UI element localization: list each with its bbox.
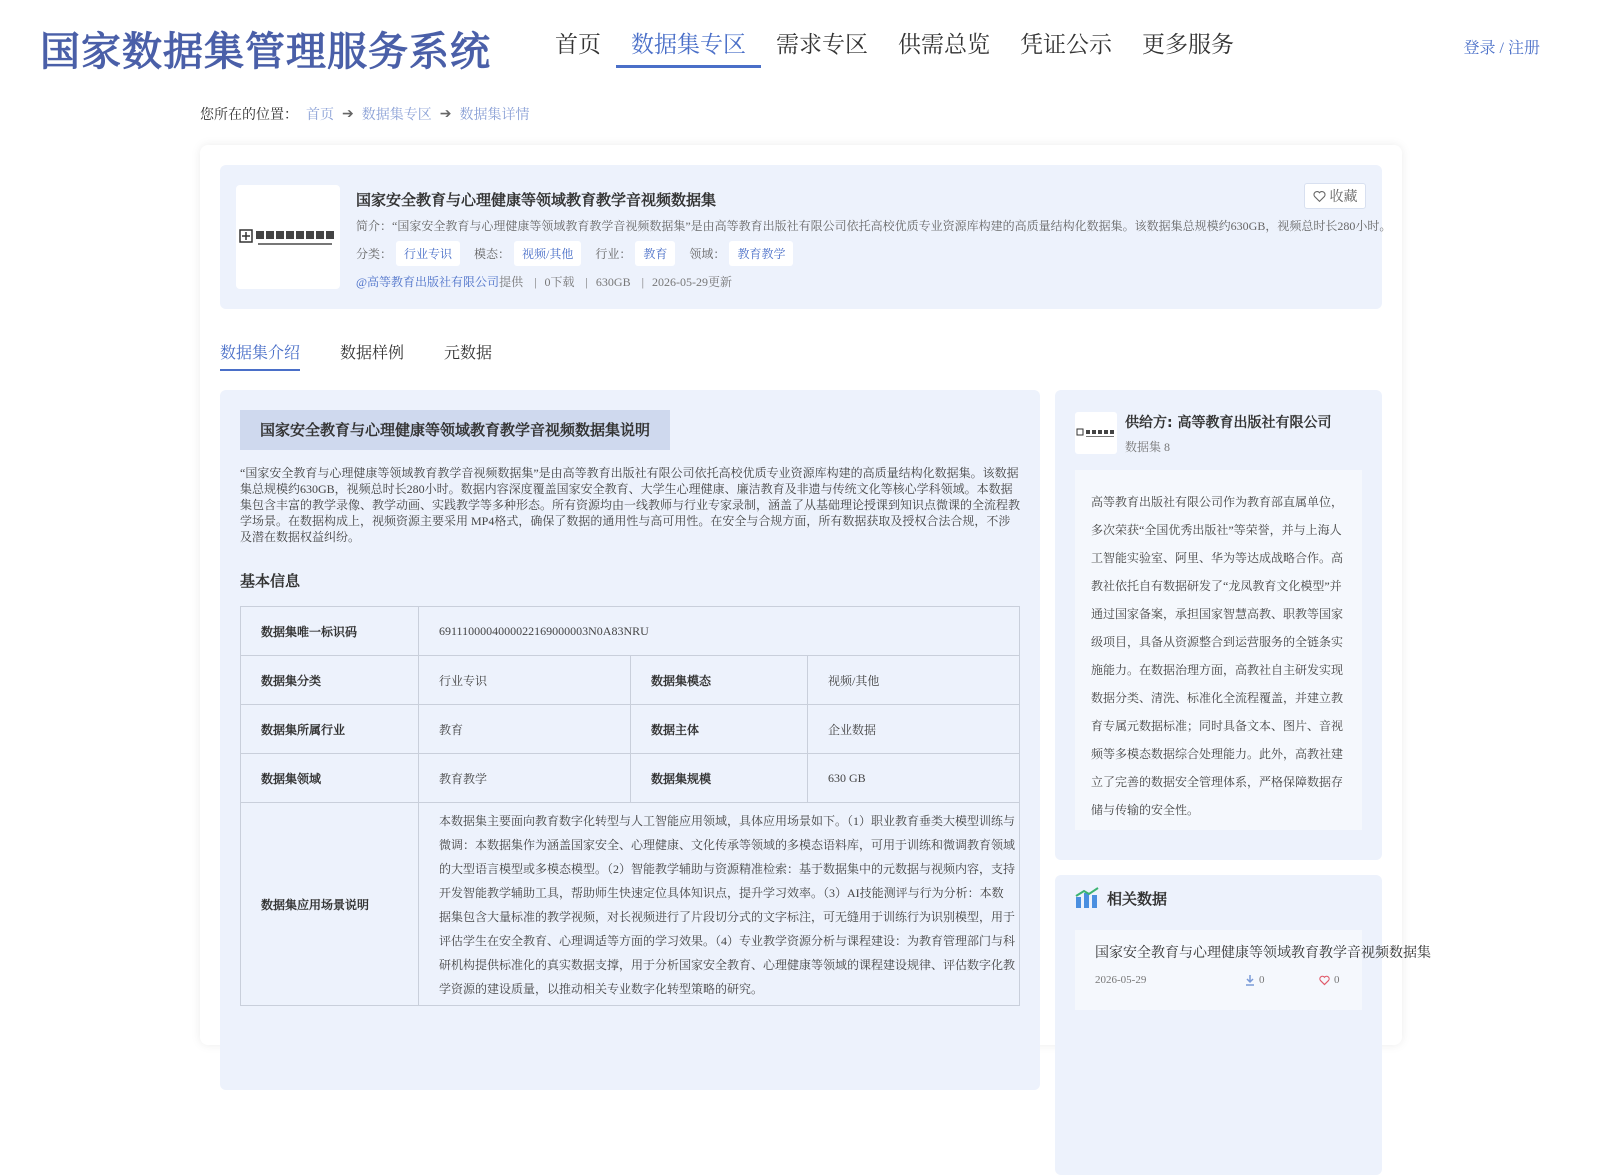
main-nav bbox=[540, 28, 1249, 68]
breadcrumb-datasets[interactable]: 数据集专区 bbox=[361, 108, 432, 123]
table-value: 教育教学 bbox=[419, 754, 631, 803]
table-value: 视频/其他 bbox=[808, 656, 1020, 705]
table-row bbox=[241, 656, 1020, 705]
table-value: 630 GB bbox=[808, 754, 1020, 803]
table-key: 数据集唯一标识码 bbox=[241, 607, 419, 656]
table-key: 数据集所属行业 bbox=[241, 705, 419, 754]
tab-metadata[interactable]: 元数据 bbox=[444, 345, 493, 362]
domain-tag[interactable]: 教育教学 bbox=[729, 241, 793, 266]
dataset-detail-card bbox=[200, 145, 1431, 1045]
breadcrumb-home[interactable]: 首页 bbox=[306, 108, 334, 123]
provide-text: 提供 bbox=[499, 275, 524, 289]
table-key: 数据集应用场景说明 bbox=[241, 803, 419, 1006]
dataset-summary bbox=[220, 165, 1392, 309]
nav-home[interactable]: 首页 bbox=[555, 32, 601, 58]
hep-logo-icon bbox=[1077, 427, 1115, 439]
arrow-right-icon: ➔ bbox=[439, 106, 452, 122]
download-count: 0 bbox=[1259, 974, 1265, 986]
basic-info-table bbox=[240, 606, 1020, 1006]
table-value: 本数据集主要面向教育数字化转型与人工智能应用领域，具体应用场景如下。（1）职业教育垂类大模型训练与微调：本数据集作为涵盖国家安全、心理健康、文化传承等领域的多模态语料库，可用于训练和微调教育领域的大型语言模型或多模态模型。（2）智能教学辅助与资源精准检索：基于数据集中的元数据与视频内容，支持开发智能教学辅助工具，帮助师生快速定位具体知识点，提升学习效率。（3）AI技能测评与行为分析：本数据集包含大量标准的教学视频，对长视频进行了片段切分式的文字标注，可无缝用于训练行为识别模型，用于评估学生在安全教育、心理调适等方面的学习效果。（4）专业教学资源分析与课程建设：为教育管理部门与科研机构提供标准化的真实数据支撑，用于分析国家安全教育、心理健康等领域的课程建设规律、评估数字化教学资源的建设质量，以推动相关专业数字化转型策略的研究。 bbox=[419, 803, 1020, 1006]
domain-label: 领域： bbox=[689, 247, 726, 261]
table-value: 6911100004000022169000003N0A83NRU bbox=[419, 607, 1020, 656]
dataset-meta: @高等教育出版社有限公司提供 | 0下载 | 630GB | 2026-05-29更新 bbox=[356, 275, 732, 289]
provider-dataset-count: 数据集 8 bbox=[1125, 440, 1171, 454]
table-key: 数据集分类 bbox=[241, 656, 419, 705]
dataset-size: 630GB bbox=[595, 275, 631, 289]
related-item-title[interactable]: 国家安全教育与心理健康等领域教育教学音视频数据集 bbox=[1095, 946, 1431, 961]
industry-tag[interactable]: 教育 bbox=[635, 241, 675, 266]
table-row bbox=[241, 754, 1020, 803]
table-key: 数据集模态 bbox=[631, 656, 808, 705]
table-row bbox=[241, 607, 1020, 656]
table-value: 教育 bbox=[419, 705, 631, 754]
register-link[interactable]: 注册 bbox=[1507, 40, 1540, 57]
modality-label: 模态： bbox=[474, 247, 511, 261]
related-heading bbox=[1075, 887, 1167, 909]
table-row bbox=[241, 705, 1020, 754]
nav-datasets[interactable]: 数据集专区 bbox=[616, 28, 761, 68]
top-header bbox=[0, 0, 1600, 90]
industry-label: 行业： bbox=[595, 247, 632, 261]
publisher-logo bbox=[236, 185, 340, 289]
category-label: 分类： bbox=[356, 247, 393, 261]
dataset-title: 国家安全教育与心理健康等领域教育教学音视频数据集 bbox=[356, 191, 717, 209]
list-item[interactable] bbox=[1075, 930, 1431, 1010]
table-key: 数据主体 bbox=[631, 705, 808, 754]
table-key: 数据集领域 bbox=[241, 754, 419, 803]
table-value: 企业数据 bbox=[808, 705, 1020, 754]
heart-icon bbox=[1319, 975, 1330, 985]
tab-samples[interactable]: 数据样例 bbox=[340, 345, 405, 362]
description-text: “国家安全教育与心理健康等领域教育教学音视频数据集”是由高等教育出版社有限公司依托高校优质专业资源库构建的高质量结构化数据集。该数据集总规模约630GB，视频总时长280小时。数据内容深度覆盖国家安全教育、大学生心理健康、廉洁教育及非遗与传统文化等核心学科领域。本数据集包含丰富的教学录像、教学动画、实践教学等多种形态。所有资源均由一线教师与行业专家录制，涵盖了从基础理论授课到知识点微课的全流程教学场景。在数据构成上，视频资源主要采用 MP4格式，确保了数据的通用性与高可用性。在安全与合规方面，所有数据获取及授权合法合规，不涉及潜在数据权益纠纷。 bbox=[240, 466, 1021, 544]
favorite-button[interactable] bbox=[1304, 183, 1366, 209]
detail-tabs bbox=[220, 340, 492, 371]
table-value: 行业专识 bbox=[419, 656, 631, 705]
auth-separator: / bbox=[1495, 40, 1508, 57]
related-item-likes bbox=[1319, 974, 1340, 986]
category-tag[interactable]: 行业专识 bbox=[396, 241, 460, 266]
nav-demands[interactable]: 需求专区 bbox=[776, 32, 868, 58]
related-item-downloads bbox=[1245, 974, 1265, 986]
breadcrumb-current: 数据集详情 bbox=[459, 108, 530, 123]
like-count: 0 bbox=[1334, 974, 1340, 986]
provider-name[interactable]: 供给方: 高等教育出版社有限公司 bbox=[1125, 415, 1332, 431]
provider-card bbox=[1055, 390, 1382, 860]
heart-icon bbox=[1313, 190, 1326, 202]
basic-info-heading: 基本信息 bbox=[240, 572, 301, 590]
tab-intro[interactable]: 数据集介绍 bbox=[220, 340, 300, 371]
bar-chart-icon bbox=[1075, 887, 1099, 909]
nav-more[interactable]: 更多服务 bbox=[1142, 32, 1234, 58]
dataset-brief: 简介：“国家安全教育与心理健康等领域教育教学音视频数据集”是由高等教育出版社有限公司依托高校优质专业资源库构建的高质量结构化数据集。该数据集总规模约630GB，视频总时长280小时。 bbox=[356, 219, 1392, 233]
related-data-card bbox=[1055, 875, 1431, 1175]
table-key: 数据集规模 bbox=[631, 754, 808, 803]
dataset-tags bbox=[356, 241, 807, 266]
provider-logo[interactable] bbox=[1075, 412, 1117, 454]
login-link[interactable]: 登录 bbox=[1463, 40, 1496, 57]
table-row bbox=[241, 803, 1020, 1006]
favorite-label: 收藏 bbox=[1329, 190, 1358, 205]
arrow-right-icon: ➔ bbox=[342, 106, 354, 122]
breadcrumb-label: 您所在的位置： bbox=[200, 108, 298, 123]
breadcrumb bbox=[200, 104, 529, 124]
publisher-link[interactable]: @高等教育出版社有限公司 bbox=[356, 275, 500, 289]
update-date: 2026-05-29更新 bbox=[651, 275, 732, 289]
related-item-date: 2026-05-29 bbox=[1095, 974, 1147, 986]
nav-overview[interactable]: 供需总览 bbox=[898, 32, 990, 58]
download-count: 0下载 bbox=[544, 275, 575, 289]
nav-certificates[interactable]: 凭证公示 bbox=[1020, 32, 1112, 58]
modality-tag[interactable]: 视频/其他 bbox=[514, 241, 581, 266]
intro-panel bbox=[220, 390, 1040, 1090]
related-heading-text: 相关数据 bbox=[1107, 889, 1168, 908]
site-logo[interactable]: 国家数据集管理服务系统 bbox=[40, 29, 491, 75]
hep-logo-icon bbox=[240, 225, 336, 249]
provider-description: 高等教育出版社有限公司作为教育部直属单位，多次荣获“全国优秀出版社”等荣誉，并与上海人工智能实验室、阿里、华为等达成战略合作。高教社依托自有数据研发了“龙凤教育文化模型”并通过国家备案，承担国家智慧高教、职教等国家级项目，具备从资源整合到运营服务的全链条实施能力。在数据治理方面，高教社自主研发实现数据分类、清洗、标准化全流程覆盖，并建立教育专属元数据标准；同时具备文本、图片、音视频等多模态数据综合处理能力。此外，高教社建立了完善的数据安全管理体系，严格保障数据存储与传输的安全性。 bbox=[1075, 470, 1362, 830]
download-icon bbox=[1245, 975, 1255, 986]
description-heading: 国家安全教育与心理健康等领域教育教学音视频数据集说明 bbox=[240, 410, 670, 450]
auth-links bbox=[1464, 35, 1540, 58]
